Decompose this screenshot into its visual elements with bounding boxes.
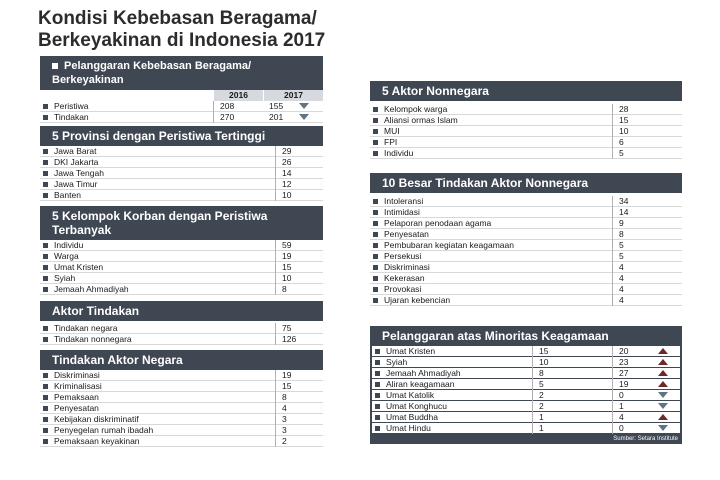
- year-2016: 2016: [213, 90, 263, 101]
- panel-header: [40, 301, 323, 321]
- panel-aktor: [40, 301, 323, 345]
- trend-down-icon: [299, 103, 309, 109]
- panel-pelanggaran: [40, 56, 323, 123]
- bullet-icon: [43, 160, 48, 165]
- bullet-icon: [375, 360, 380, 365]
- panel-title: Aktor Tindakan: [52, 304, 140, 318]
- table-row: Diskriminasi 19: [40, 370, 323, 381]
- table-row: Syiah 10 23: [372, 357, 680, 368]
- trend-up-icon: [658, 348, 668, 354]
- bullet-icon: [375, 382, 380, 387]
- table-row: Jawa Tengah 14: [40, 168, 323, 179]
- table-row: Banten 10: [40, 190, 323, 201]
- panel-title: 10 Besar Tindakan Aktor Nonnegara: [382, 176, 589, 190]
- bullet-icon: [373, 151, 378, 156]
- table-row: Umat Konghucu 2 1: [372, 401, 680, 412]
- bullet-icon: [373, 129, 378, 134]
- bullet-icon: [43, 373, 48, 378]
- panel-header: [370, 326, 682, 346]
- table-row: Syiah 10: [40, 273, 323, 284]
- trend-down-icon: [658, 403, 668, 409]
- table-row: Pemaksaan 8: [40, 392, 323, 403]
- bullet-icon: [373, 287, 378, 292]
- panel-tindakan-negara: [40, 350, 323, 447]
- bullet-icon: [375, 349, 380, 354]
- table-row: Intimidasi 14: [370, 207, 682, 218]
- table-row: Kekerasan 4: [370, 273, 682, 284]
- table-row: Diskriminasi 4: [370, 262, 682, 273]
- page-title: Kondisi Kebebasan Beragama/ Berkeyakinan di Indonesia 2017: [38, 8, 326, 51]
- panel-title: 5 Kelompok Korban dengan Peristiwa Terbanyak: [52, 209, 268, 237]
- panel-title: Tindakan Aktor Negara: [52, 353, 183, 367]
- panel-korban: [40, 206, 323, 295]
- bullet-icon: [373, 276, 378, 281]
- table-row: Individu 5: [370, 148, 682, 159]
- table-row: Intoleransi 34: [370, 196, 682, 207]
- bullet-icon: [43, 115, 48, 120]
- bullet-icon: [373, 232, 378, 237]
- table-row: Provokasi 4: [370, 284, 682, 295]
- panel-title: Pelanggaran atas Minoritas Keagamaan: [382, 329, 609, 343]
- trend-down-icon: [658, 392, 668, 398]
- trend-down-icon: [299, 114, 309, 120]
- bullet-icon: [43, 384, 48, 389]
- table-row: DKI Jakarta 26: [40, 157, 323, 168]
- bullet-icon: [375, 415, 380, 420]
- panel-header: [40, 56, 323, 90]
- bullet-icon: [43, 439, 48, 444]
- trend-down-icon: [658, 425, 668, 431]
- bullet-icon: [43, 104, 48, 109]
- table-row: Penyegelan rumah ibadah 3: [40, 425, 323, 436]
- table-row: Jawa Barat 29: [40, 146, 323, 157]
- table-row: Persekusi 5: [370, 251, 682, 262]
- bullet-icon: [43, 337, 48, 342]
- panel-title: Pelanggaran Kebebasan Beragama/ Berkeyakinan: [52, 60, 252, 86]
- bullet-icon: [43, 171, 48, 176]
- source-note: Sumber: Setara Institute: [370, 434, 682, 444]
- year-header: [40, 90, 323, 101]
- bullet-icon: [43, 395, 48, 400]
- panel-header: [40, 206, 323, 240]
- bullet-icon: [43, 243, 48, 248]
- bullet-icon: [373, 140, 378, 145]
- panel-title: 5 Provinsi dengan Peristiwa Tertinggi: [52, 129, 266, 143]
- bullet-icon: [375, 426, 380, 431]
- panel-minoritas: [370, 326, 682, 444]
- bullet-icon: [43, 149, 48, 154]
- table-row: MUI 10: [370, 126, 682, 137]
- panel-nonnegara: [370, 81, 682, 159]
- panel-provinsi: [40, 126, 323, 201]
- table-row: Tindakan 270 201: [40, 112, 323, 123]
- table-row: Pembubaran kegiatan keagamaan 5: [370, 240, 682, 251]
- bullet-icon: [375, 371, 380, 376]
- bullet-icon: [373, 243, 378, 248]
- table-row: Umat Kristen 15: [40, 262, 323, 273]
- table-row: Kelompok warga 28: [370, 104, 682, 115]
- bullet-icon: [43, 182, 48, 187]
- table-row: Pelaporan penodaan agama 9: [370, 218, 682, 229]
- bullet-icon: [43, 265, 48, 270]
- bullet-icon: [43, 428, 48, 433]
- panel-header: [40, 350, 323, 370]
- panel-title: 5 Aktor Nonnegara: [382, 84, 489, 98]
- table-row: Ujaran kebencian 4: [370, 295, 682, 306]
- trend-up-icon: [658, 370, 668, 376]
- table-row: Pemaksaan keyakinan 2: [40, 436, 323, 447]
- panel-header: [370, 81, 682, 101]
- panel-top10: [370, 173, 682, 306]
- trend-up-icon: [658, 359, 668, 365]
- table-row: Umat Kristen 15 20: [372, 346, 680, 357]
- bullet-icon: [373, 265, 378, 270]
- year-2017: 2017: [263, 90, 323, 101]
- bullet-icon: [373, 298, 378, 303]
- table-row: Tindakan nonnegara 126: [40, 334, 323, 345]
- bullet-icon: [43, 417, 48, 422]
- table-row: Jemaah Ahmadiyah 8: [40, 284, 323, 295]
- table-row: Umat Katolik 2 0: [372, 390, 680, 401]
- table-row: Aliran keagamaan 5 19: [372, 379, 680, 390]
- bullet-icon: [373, 118, 378, 123]
- bullet-icon: [43, 326, 48, 331]
- bullet-icon: [43, 406, 48, 411]
- bullet-icon: [375, 393, 380, 398]
- table-row: Warga 19: [40, 251, 323, 262]
- table-row: Jemaah Ahmadiyah 8 27: [372, 368, 680, 379]
- bullet-icon: [373, 254, 378, 259]
- bullet-icon: [43, 276, 48, 281]
- bullet-icon: [43, 254, 48, 259]
- trend-up-icon: [658, 414, 668, 420]
- table-row: Aliansi ormas Islam 15: [370, 115, 682, 126]
- bullet-icon: [43, 287, 48, 292]
- header-square-icon: [52, 63, 58, 69]
- bullet-icon: [43, 193, 48, 198]
- bullet-icon: [373, 199, 378, 204]
- bullet-icon: [373, 107, 378, 112]
- table-row: Individu 59: [40, 240, 323, 251]
- table-row: Jawa Timur 12: [40, 179, 323, 190]
- table-row: Peristiwa 208 155: [40, 101, 323, 112]
- bullet-icon: [373, 210, 378, 215]
- panel-header: [40, 126, 323, 146]
- table-row: Penyesatan 8: [370, 229, 682, 240]
- bullet-icon: [375, 404, 380, 409]
- table-row: Umat Hindu 1 0: [372, 423, 680, 434]
- trend-up-icon: [658, 381, 668, 387]
- bullet-icon: [373, 221, 378, 226]
- table-row: Tindakan negara 75: [40, 323, 323, 334]
- panel-header: [370, 173, 682, 193]
- table-row: Kebijakan diskriminatif 3: [40, 414, 323, 425]
- table-row: Kriminalisasi 15: [40, 381, 323, 392]
- table-row: Penyesatan 4: [40, 403, 323, 414]
- table-row: Umat Buddha 1 4: [372, 412, 680, 423]
- table-row: FPI 6: [370, 137, 682, 148]
